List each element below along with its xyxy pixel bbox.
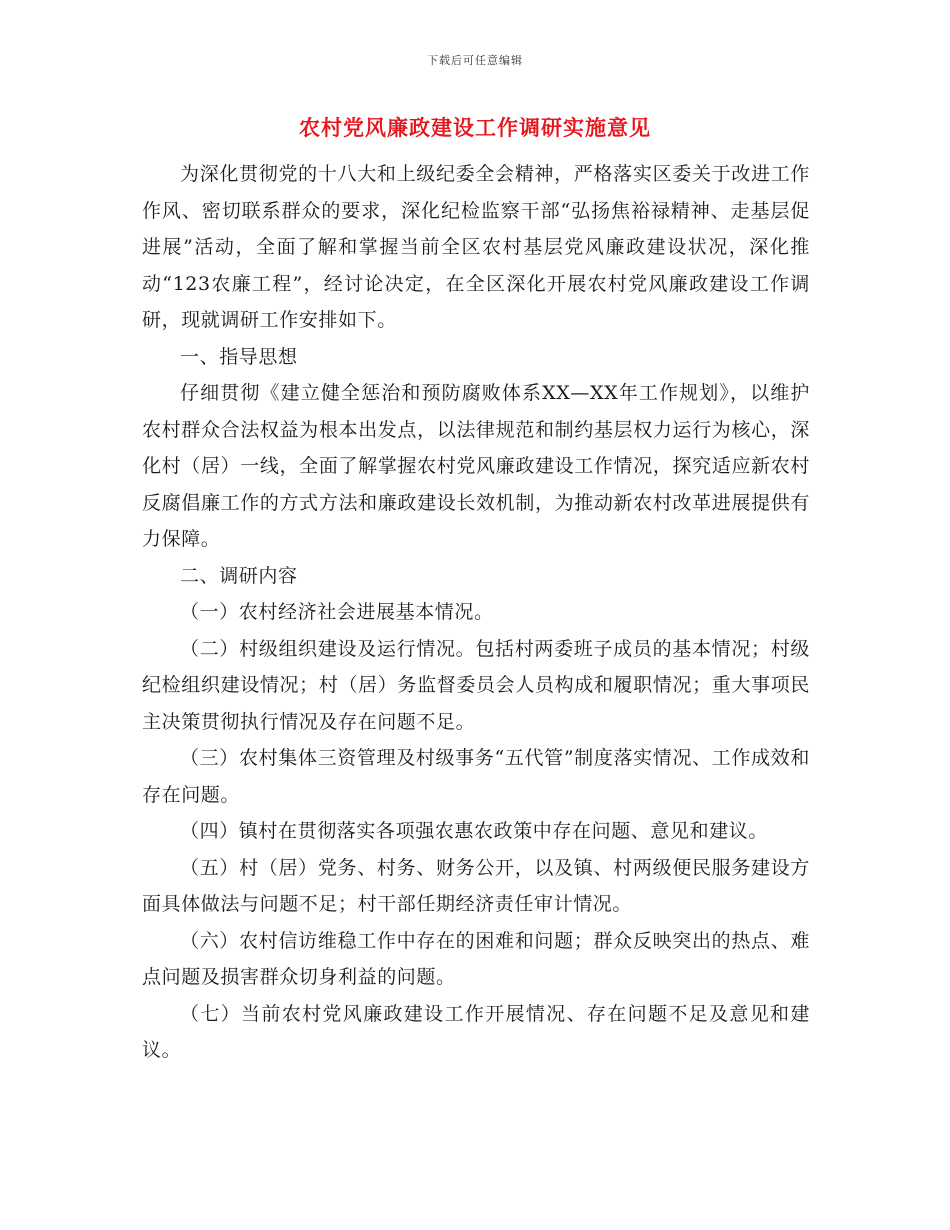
document-title: 农村党风廉政建设工作调研实施意见 (299, 115, 651, 140)
section-heading-research-content: 二、调研内容 (180, 564, 298, 587)
section-heading-guiding-thought: 一、指导思想 (180, 345, 298, 368)
header-note: 下载后可任意编辑 (427, 54, 523, 67)
document-body (142, 156, 810, 1069)
list-item-3: （三）农村集体三资管理及村级事务“五代管”制度落实情况、工作成效和存在问题。 (142, 747, 810, 806)
list-item-1: （一）农村经济社会进展基本情况。 (180, 601, 494, 623)
list-item-5: （五）村（居）党务、村务、财务公开，以及镇、村两级便民服务建设方面具体做法与问题不足；村干部任期经济责任审计情况。 (142, 856, 810, 915)
list-item-7: （七）当前农村党风廉政建设工作开展情况、存在问题不足及意见和建议。 (142, 1002, 810, 1061)
paragraph-intro: 为深化贯彻党的十八大和上级纪委全会精神，严格落实区委关于改进工作作风、密切联系群众的要求，深化纪检监察干部“弘扬焦裕禄精神、走基层促进展”活动，全面了解和掌握当前全区农村基层党风廉政建设状况，深化推动“123农廉工程”，经讨论决定，在全区深化开展农村党风廉政建设工作调研，现就调研工作安排如下。 (142, 163, 810, 331)
list-item-2: （二）村级组织建设及运行情况。包括村两委班子成员的基本情况；村级纪检组织建设情况；村（居）务监督委员会人员构成和履职情况；重大事项民主决策贯彻执行情况及存在问题不足。 (142, 637, 810, 733)
paragraph-guiding-thought: 仔细贯彻《建立健全惩治和预防腐败体系XX—XX年工作规划》，以维护农村群众合法权益为根本出发点，以法律规范和制约基层权力运行为核心，深化村（居）一线，全面了解掌握农村党风廉政建设工作情况，探究适应新农村反腐倡廉工作的方式方法和廉政建设长效机制，为推动新农村改革进展提供有力保障。 (142, 382, 810, 550)
list-item-6: （六）农村信访维稳工作中存在的困难和问题；群众反映突出的热点、难点问题及损害群众切身利益的问题。 (142, 929, 810, 988)
list-item-4: （四）镇村在贯彻落实各项强农惠农政策中存在问题、意见和建议。 (180, 820, 769, 842)
